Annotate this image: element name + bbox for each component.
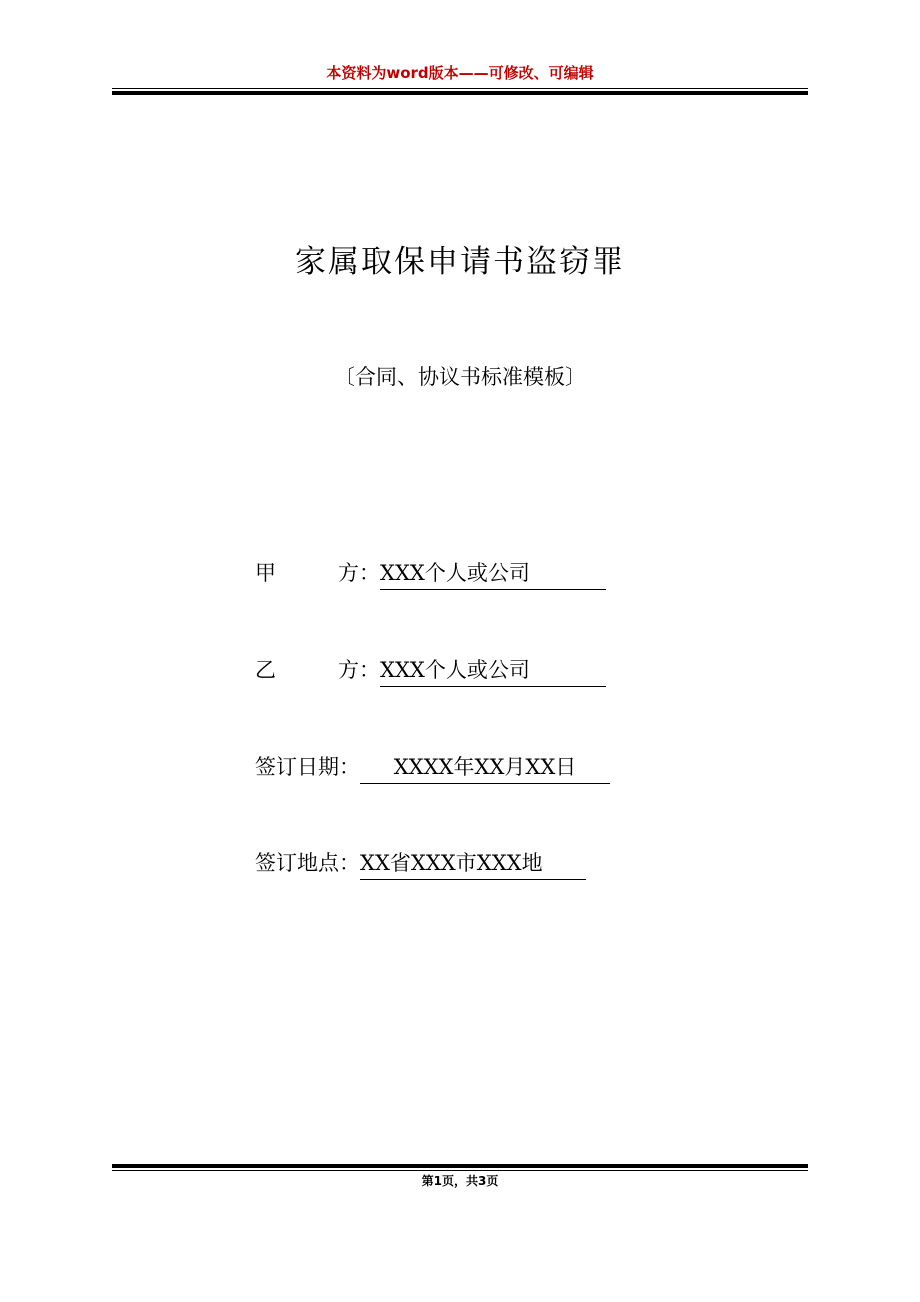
footer-rule-thick [112,1164,808,1168]
document-subtitle: 〔合同、协议书标准模板〕 [334,365,586,389]
footer-page-number: 第1页，共3页 [421,1174,499,1188]
party-a-value: XXX个人或公司 [380,557,606,590]
party-b-label: 乙 方： [255,658,380,682]
sign-date-label: 签订日期： [255,755,360,779]
document-title: 家属取保申请书盗窃罪 [295,244,625,280]
sign-place-field [255,847,586,880]
party-a-label: 甲 方： [255,561,380,585]
header-banner: 本资料为word版本——可修改、可编辑 [326,64,594,82]
party-b-field [255,654,606,687]
sign-date-field [255,751,610,784]
footer-rule-thin [112,1170,808,1171]
sign-place-value: XX省XXX市XXX地 [360,847,586,880]
header-rule-thin [112,88,808,89]
party-a-field [255,557,606,590]
header-rule-thick [112,91,808,95]
party-b-value: XXX个人或公司 [380,654,606,687]
sign-date-value: XXXX年XX月XX日 [360,751,610,784]
sign-place-label: 签订地点： [255,851,360,875]
